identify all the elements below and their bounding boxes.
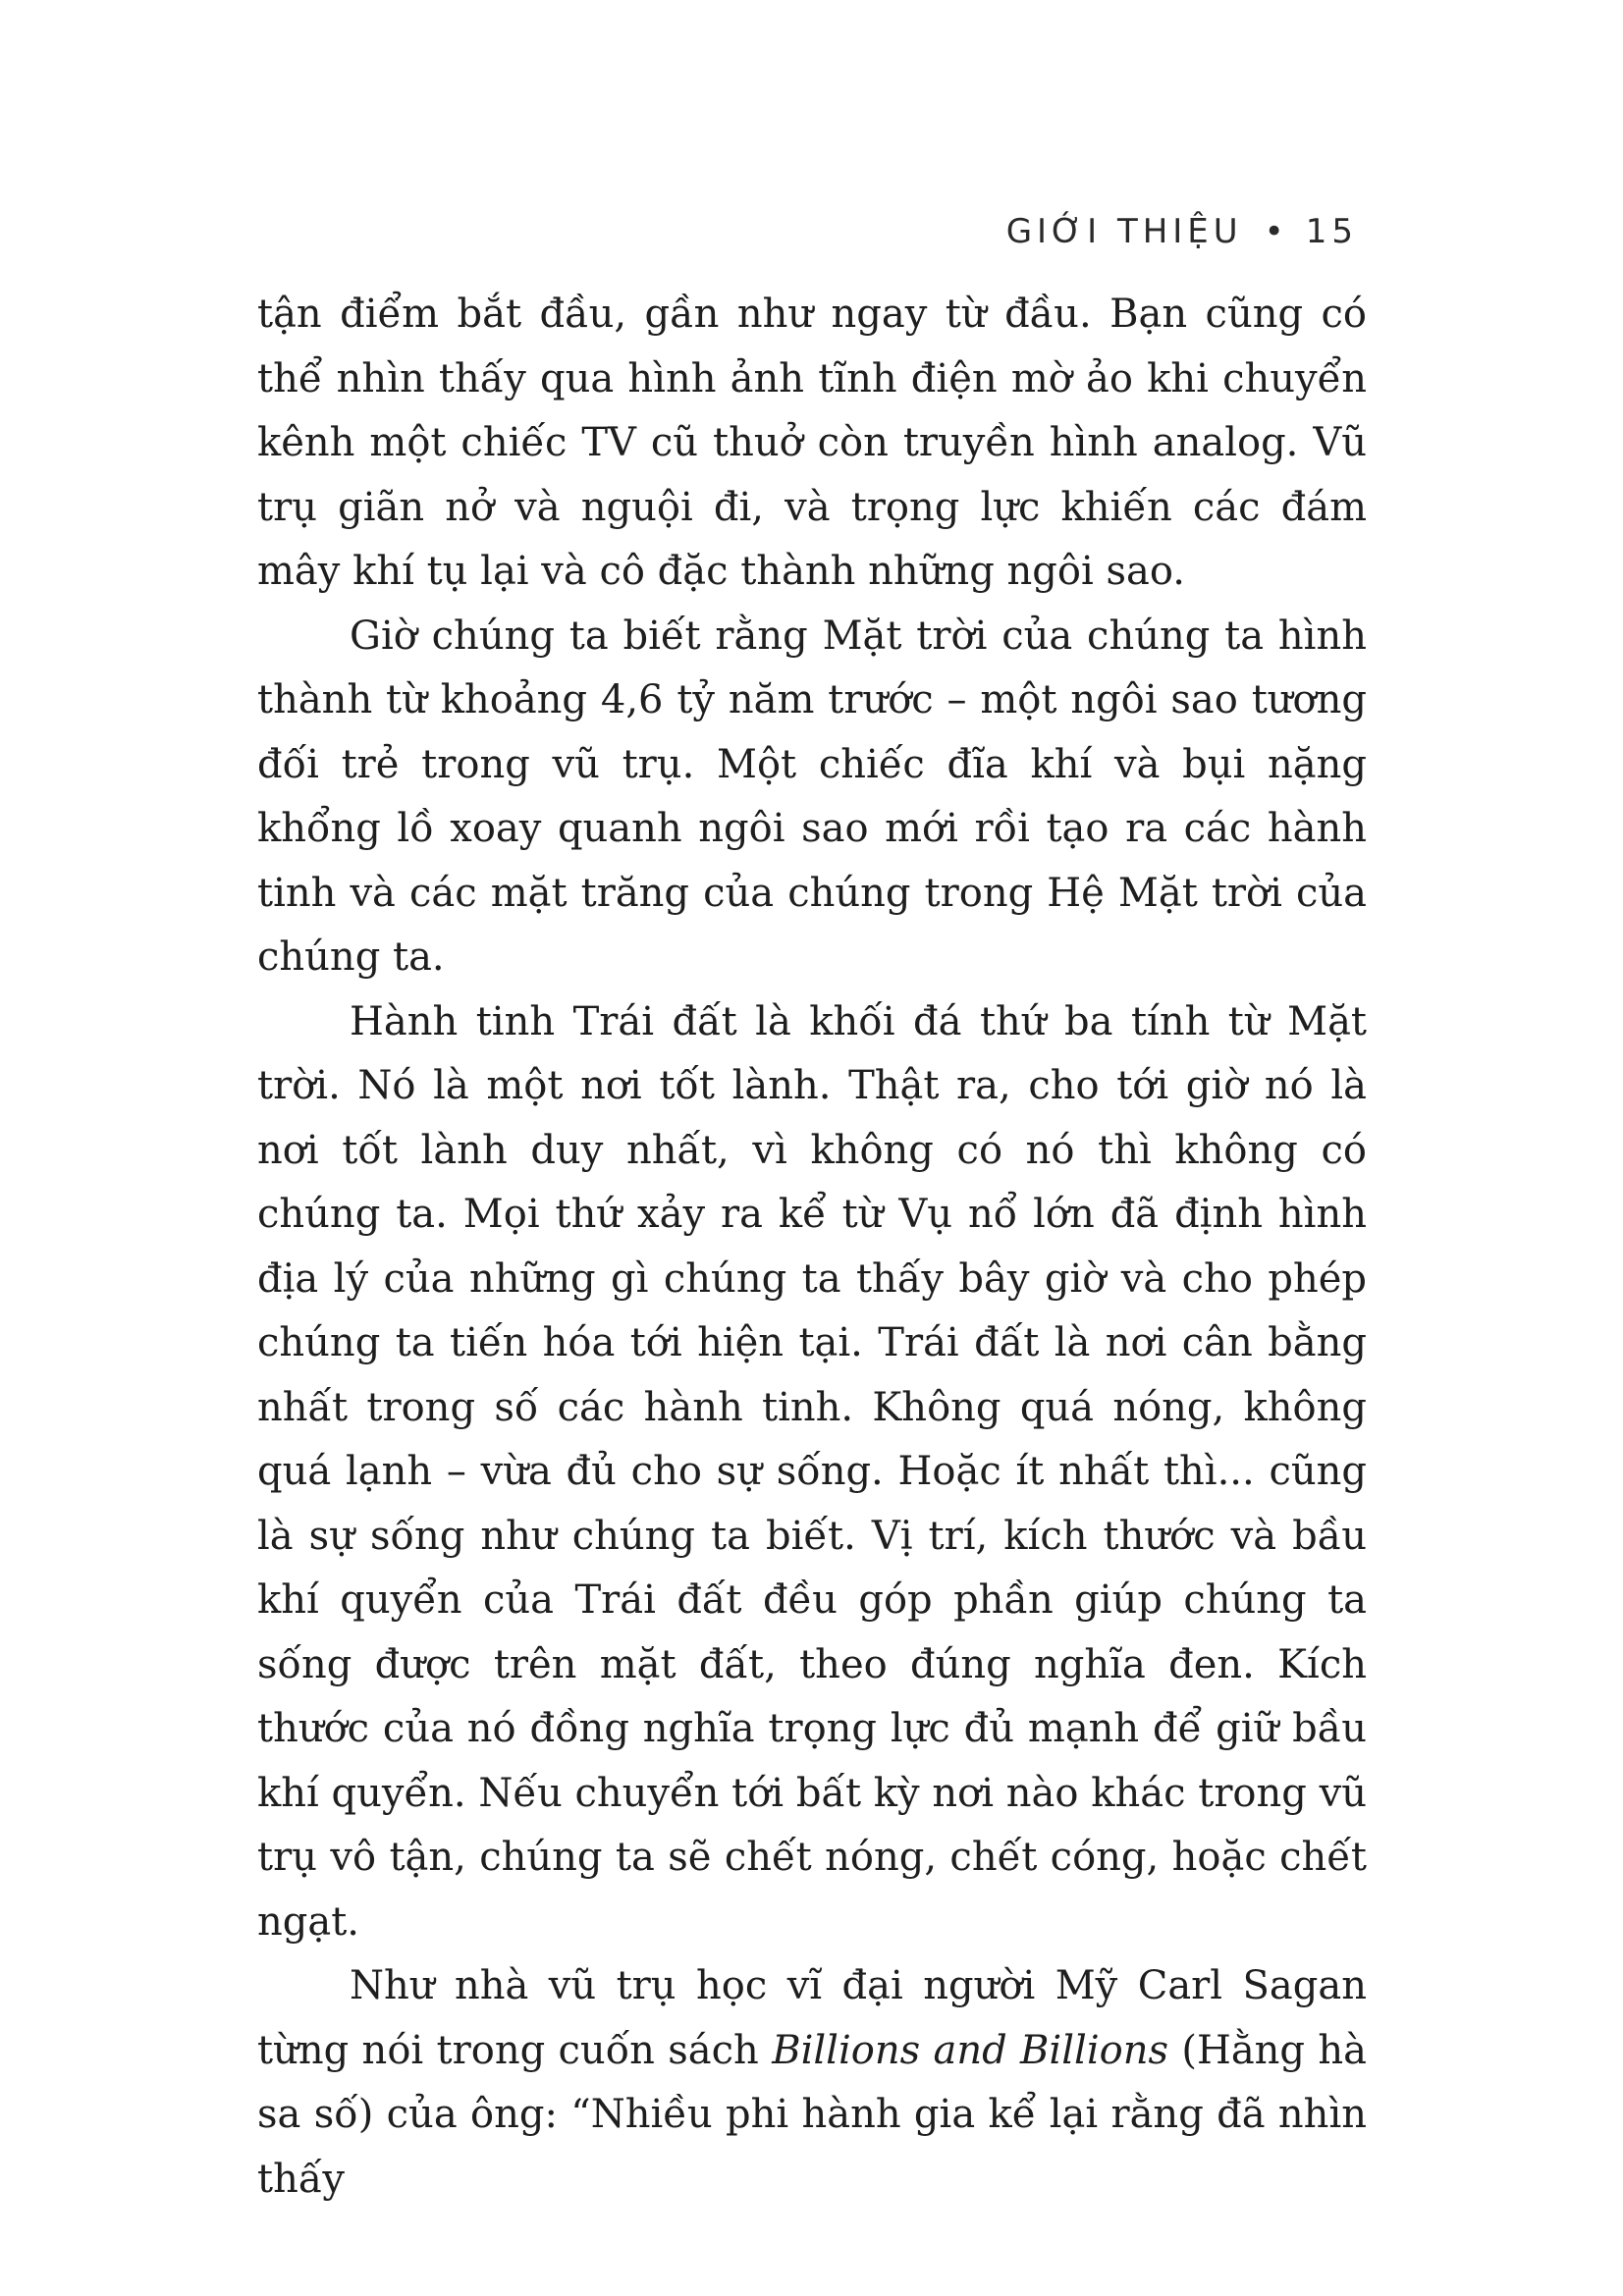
paragraph-4 xyxy=(257,1954,1367,2212)
header-separator: • xyxy=(1264,212,1284,251)
body-text xyxy=(257,283,1367,2212)
paragraph-3: Hành tinh Trái đất là khối đá thứ ba tính từ Mặt trời. Nó là một nơi tốt lành. Thật ra, cho tới giờ nó là nơi tốt lành duy nhất, vì không có nó thì không có chúng ta. Mọi thứ xảy ra kể từ Vụ nổ lớn đã định hình địa lý của những gì chúng ta thấy bây giờ và cho phép chúng ta tiến hóa tới hiện tại. Trái đất là nơi cân bằng nhất trong số các hành tinh. Không quá nóng, không quá lạnh – vừa đủ cho sự sống. Hoặc ít nhất thì... cũng là sự sống như chúng ta biết. Vị trí, kích thước và bầu khí quyển của Trái đất đều góp phần giúp chúng ta sống được trên mặt đất, theo đúng nghĩa đen. Kích thước của nó đồng nghĩa trọng lực đủ mạnh để giữ bầu khí quyển. Nếu chuyển tới bất kỳ nơi nào khác trong vũ trụ vô tận, chúng ta sẽ chết nóng, chết cóng, hoặc chết ngạt. xyxy=(257,998,1367,1945)
paragraph-2: Giờ chúng ta biết rằng Mặt trời của chúng ta hình thành từ khoảng 4,6 tỷ năm trước – một ngôi sao tương đối trẻ trong vũ trụ. Một chiếc đĩa khí và bụi nặng khổng lồ xoay quanh ngôi sao mới rồi tạo ra các hành tinh và các mặt trăng của chúng trong Hệ Mặt trời của chúng ta. xyxy=(257,613,1367,980)
paragraph-4-end: (Hằng hà sa số) của ông: “Nhiều phi hành gia kể lại rằng đã nhìn thấy xyxy=(257,2027,1367,2202)
paragraph-1: tận điểm bắt đầu, gần như ngay từ đầu. Bạn cũng có thể nhìn thấy qua hình ảnh tĩnh điện mờ ảo khi chuyển kênh một chiếc TV cũ thuở còn truyền hình analog. Vũ trụ giãn nở và nguội đi, và trọng lực khiến các đám mây khí tụ lại và cô đặc thành những ngôi sao. xyxy=(257,292,1367,594)
book-title: Billions and Billions xyxy=(772,2027,1168,2073)
chapter-title: GIỚI THIỆU xyxy=(1005,212,1243,251)
paragraph-4-start: Như nhà vũ trụ học vĩ đại người Mỹ Carl Sagan từng nói trong cuốn sách xyxy=(257,1963,1367,2073)
page-number: 15 xyxy=(1305,212,1358,251)
running-header xyxy=(1006,212,1358,251)
